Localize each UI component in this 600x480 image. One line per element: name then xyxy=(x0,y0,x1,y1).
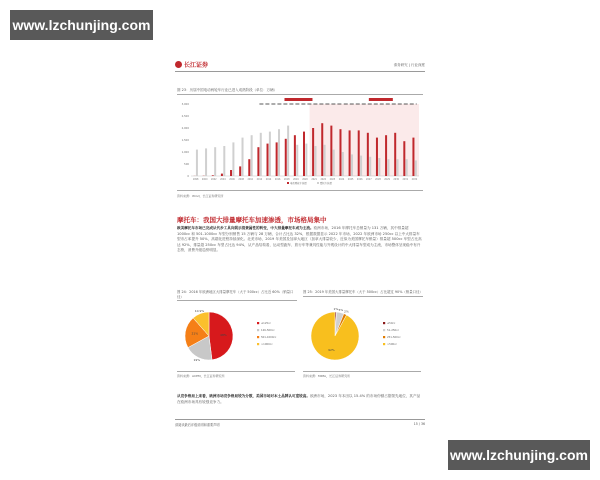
figure-24 xyxy=(177,290,297,372)
conclusion-text xyxy=(177,394,422,405)
document-page xyxy=(170,58,434,428)
svg-text:48%: 48% xyxy=(220,333,227,338)
section-lead: 欧美摩托车市场已完成从代步工具向娱乐消费属性的转变，中大排量摩托车成为主流。 xyxy=(177,226,314,230)
svg-text:摩托车销量: 摩托车销量 xyxy=(320,182,332,185)
svg-text:10.9%: 10.9% xyxy=(194,308,205,313)
brand-logo xyxy=(175,60,208,69)
brand-name: 长江证券 xyxy=(184,62,209,69)
svg-text:2022: 2022 xyxy=(320,178,327,181)
divider xyxy=(303,371,421,372)
svg-text:2%: 2% xyxy=(344,309,349,314)
svg-text:2031: 2031 xyxy=(402,178,409,181)
svg-text:1998: 1998 xyxy=(192,178,199,181)
svg-text:500: 500 xyxy=(184,163,189,166)
svg-text:2019: 2019 xyxy=(293,178,299,181)
logo-icon xyxy=(175,61,182,68)
figure-23-title: 图 23：历届中国电动两轮车行业已进入成熟阶段（单位：万辆） xyxy=(177,88,278,92)
svg-text:2024: 2024 xyxy=(338,178,345,181)
svg-text:0: 0 xyxy=(187,175,189,178)
svg-text:126-500cc: 126-500cc xyxy=(261,329,275,332)
figure-25 xyxy=(303,290,423,372)
svg-text:19%: 19% xyxy=(193,357,201,362)
svg-text:1,500: 1,500 xyxy=(181,139,189,142)
svg-text:2018: 2018 xyxy=(283,178,290,181)
svg-text:2,500: 2,500 xyxy=(181,115,189,118)
svg-text:≤125cc: ≤125cc xyxy=(261,322,271,325)
conclusion-lead: 从竞争格局上来看，欧洲市场竞争格局较为分散，美国市场对本土品牌认可度较高。 xyxy=(177,394,310,398)
conclusion-body: 欧洲市场，2023 年本田以 15.4% 的市场份额占据领先地位，其产品在欧洲市场具有较强竞争力。 xyxy=(177,394,421,404)
svg-text:2021: 2021 xyxy=(311,178,317,181)
svg-text:5%: 5% xyxy=(338,307,344,312)
svg-text:2016: 2016 xyxy=(274,178,281,181)
svg-text:2020: 2020 xyxy=(302,178,308,181)
svg-text:2025: 2025 xyxy=(347,178,354,181)
page-header xyxy=(175,60,425,72)
figure-25-source: 资料来源：MIMA，长江证券研究所 xyxy=(303,374,351,378)
svg-text:2002: 2002 xyxy=(211,178,217,181)
svg-text:2012: 2012 xyxy=(256,178,263,181)
svg-text:2,000: 2,000 xyxy=(181,127,189,130)
svg-text:2014: 2014 xyxy=(265,178,272,181)
report-type: 请务研究 | 行业深度 xyxy=(393,63,425,67)
divider xyxy=(177,371,295,372)
section-title: 摩托车：我国大排量摩托车加速渗透，市场格局集中 xyxy=(177,216,327,224)
svg-text:>500cc: >500cc xyxy=(387,343,397,346)
watermark-bottom: www.lzchunjing.com xyxy=(448,440,590,470)
figure-23-bar-chart xyxy=(177,96,422,186)
svg-text:2000: 2000 xyxy=(201,178,208,181)
figure-23-source: 资料来源：Wind，长江证券研究所 xyxy=(177,194,224,198)
svg-text:1,000: 1,000 xyxy=(181,151,189,154)
svg-text:21%: 21% xyxy=(191,331,199,336)
svg-text:电动两轮车销量: 电动两轮车销量 xyxy=(290,182,307,185)
svg-text:1%: 1% xyxy=(333,307,339,312)
svg-text:2010: 2010 xyxy=(247,178,254,181)
svg-text:2030: 2030 xyxy=(393,178,399,181)
svg-text:2023: 2023 xyxy=(329,178,336,181)
svg-text:2027: 2027 xyxy=(366,178,372,181)
svg-text:2008: 2008 xyxy=(238,178,244,181)
divider xyxy=(177,94,423,95)
watermark-top: www.lzchunjing.com xyxy=(10,10,153,40)
svg-text:92%: 92% xyxy=(328,347,335,352)
svg-text:2026: 2026 xyxy=(356,178,363,181)
disclaimer-note: 请阅读最后评级说明和重要声明 xyxy=(175,423,220,427)
section-body xyxy=(177,226,422,254)
svg-text:>1000cc: >1000cc xyxy=(261,343,273,346)
svg-text:2028: 2028 xyxy=(375,178,381,181)
svg-text:2004: 2004 xyxy=(220,178,226,181)
svg-text:51-250cc: 51-250cc xyxy=(387,329,400,332)
svg-text:2032: 2032 xyxy=(411,178,418,181)
figure-24-title: 图 24：2016 年欧洲地区大排量摩托车（大于 500cc）占比近 60%（销量口径） xyxy=(177,290,297,301)
svg-text:501-1000cc: 501-1000cc xyxy=(261,336,277,339)
svg-text:3,000: 3,000 xyxy=(181,103,189,106)
divider xyxy=(177,190,423,191)
svg-text:≤50cc: ≤50cc xyxy=(387,322,396,325)
svg-text:251-500cc: 251-500cc xyxy=(387,336,401,339)
figure-25-title: 图 25：2019 年美国大排量摩托车（大于 500cc）占比超过 90%（销量口径） xyxy=(303,290,423,297)
page-number: 15 / 36 xyxy=(413,422,425,426)
section-paragraph: 欧洲市场，2016 年摩托车总销量为 131 万辆，其中排量超 1000cc 和 501-1000cc 车型分别销售 15 万辆与 28 万辆，合计占比达 32%，根据数据显示 2022 年市场，2022 年欧洲市场 250cc 以上中大排量车型市占率提升 50%，高端化进程持续深化。北美市场，2019 年美国及加拿大地区（加拿大排量较少，近似为美国摩托车销量）排量超 500cc 车型占比高达 92%，排量超 250cc 车型占比达 94%，从产品结构看，运动型跑车、旅行车等兼具性能与外观设计的中大排量车型成为主流，市场整体呈现稳中有升态势，消费升级趋势明显。 xyxy=(177,226,422,253)
figure-24-source: 资料来源：ACEM，长江证券研究所 xyxy=(177,374,225,378)
svg-text:2006: 2006 xyxy=(229,178,235,181)
page-footer xyxy=(175,419,425,427)
svg-text:2029: 2029 xyxy=(384,178,390,181)
